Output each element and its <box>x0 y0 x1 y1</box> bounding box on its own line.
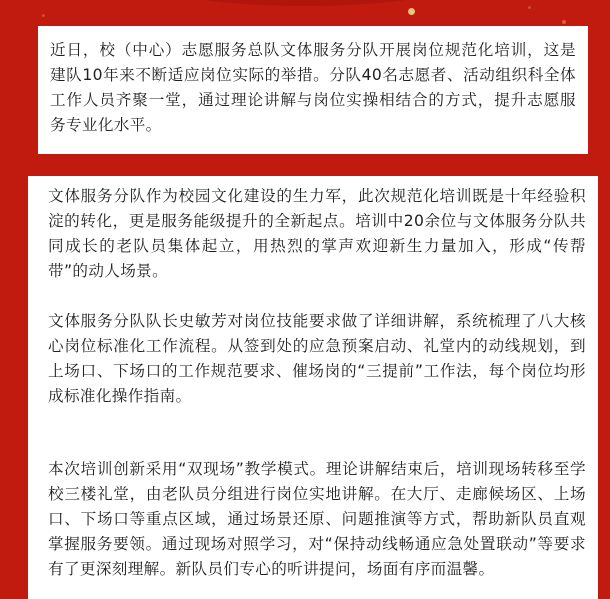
dot-ornament <box>42 14 45 17</box>
dot-ornament <box>528 6 531 9</box>
body-card <box>28 176 598 599</box>
body-paragraph-2: 文体服务分队队长史敏芳对岗位技能要求做了详细讲解，系统梳理了八大核心岗位标准化工作流程。从签到处的应急预案启动、礼堂内的动线规划，到上场口、下场口的工作规范要求、催场岗的“三提前”工作法，每个岗位均形成标准化操作指南。 <box>48 312 586 405</box>
gold-dot-ornament <box>408 8 415 15</box>
body-paragraph-1: 文体服务分队作为校园文化建设的生力军，此次规范化培训既是十年经验积淀的转化，更是服务能级提升的全新起点。培训中20余位与文体服务分队共同成长的老队员集体起立，用热烈的掌声欢迎新生力量加入，形成“传帮带”的动人场景。 <box>48 187 586 280</box>
intro-paragraph: 近日，校（中心）志愿服务总队文体服务分队开展岗位规范化培训，这是建队10年来不断适应岗位实际的举措。分队40名志愿者、活动组织科全体工作人员齐聚一堂，通过理论讲解与岗位实操相结合的方式，提升志愿服务专业化水平。 <box>50 41 576 134</box>
top-arc-ornament <box>170 0 440 6</box>
dot-ornament <box>562 20 566 24</box>
top-decoration <box>0 0 610 24</box>
intro-card <box>38 26 588 154</box>
body-paragraph-3: 本次培训创新采用“双现场”教学模式。理论讲解结束后，培训现场转移至学校三楼礼堂，由老队员分组进行岗位实地讲解。在大厅、走廊候场区、上场口、下场口等重点区域，通过场景还原、问题推演等方式，帮助新队员直观掌握服务要领。通过现场对照学习，对“保持动线畅通应急处置联动”等要求有了更深刻理解。新队员们专心的听讲提问，场面有序而温馨。 <box>48 460 586 578</box>
